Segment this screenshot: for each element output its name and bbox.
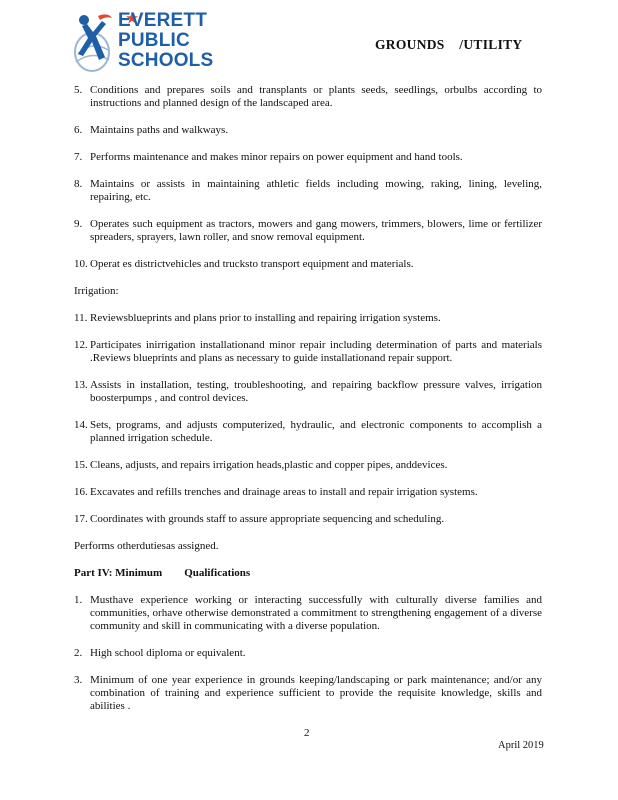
list-item [74, 674, 542, 713]
list-item-text: Musthave experience working or interacting successfully with culturally diverse families and communities, orhave otherwise demonstrated a commitment to strengthening engagement of a diverse community and skill in communicating with a diverse population. [90, 594, 542, 632]
list-item [74, 312, 542, 325]
list-item-text: Cleans, adjusts, and repairs irrigation heads,plastic and copper pipes, anddevices. [90, 459, 448, 471]
duties-list [74, 84, 542, 271]
page-number: 2 [304, 727, 310, 739]
list-item [74, 124, 542, 137]
list-item-text: Performs maintenance and makes minor repairs on power equipment and hand tools. [90, 151, 463, 163]
list-item [74, 486, 542, 499]
irrigation-duties-list [74, 312, 542, 526]
list-item-text: Excavates and refills trenches and drainage areas to install and repair irrigation systems. [90, 486, 478, 498]
list-item-text: High school diploma or equivalent. [90, 647, 246, 659]
list-item-number: 7. [74, 151, 83, 163]
list-item-number: 3. [74, 674, 83, 686]
list-item [74, 84, 542, 110]
list-item [74, 594, 542, 633]
list-item-text: Participates inirrigation installationand minor repair including determination of parts and materials .Reviews blueprints and plans as necessary to guide installationand repair support. [90, 339, 542, 364]
other-duties-line: Performs otherdutiesas assigned. [74, 540, 219, 552]
list-item-text: Conditions and prepares soils and transplants or plants seeds, seedlings, orbulbs according to instructions and planned design of the landscaped area. [90, 84, 542, 109]
list-item-number: 2. [74, 647, 83, 659]
list-item [74, 647, 542, 660]
list-item-number: 12. [74, 339, 88, 351]
page-header-title: GROUNDS /UTILITY [375, 37, 523, 52]
logo-line-everett: EVERETT [118, 10, 208, 31]
list-item-text: Minimum of one year experience in grounds keeping/landscaping or park maintenance; and/or any combination of training and experience sufficient to provide the requisite knowledge, skills and abilities . [90, 674, 542, 712]
list-item-number: 6. [74, 124, 83, 136]
everett-public-schools-logo [72, 10, 242, 78]
list-item-text: Assists in installation, testing, troubleshooting, and repairing backflow pressure valves, irrigation boosterpumps , and control devices. [90, 379, 542, 404]
logo-line-schools: SCHOOLS [118, 50, 214, 71]
list-item [74, 218, 542, 244]
list-item-text: Operates such equipment as tractors, mowers and gang mowers, trimmers, blowers, lime or fertilizer spreaders, sprayers, lawn roller, and snow removal equipment. [90, 218, 542, 243]
list-item-number: 10. [74, 258, 88, 270]
document-body [74, 84, 542, 727]
list-item-text: Maintains or assists in maintaining athletic fields including mowing, raking, lining, leveling, repairing, etc. [90, 178, 542, 203]
list-item [74, 258, 542, 271]
list-item-text: Sets, programs, and adjusts computerized, hydraulic, and electronic components to accomplish a planned irrigation schedule. [90, 419, 542, 444]
list-item [74, 513, 542, 526]
list-item-number: 8. [74, 178, 83, 190]
qualifications-list [74, 594, 542, 713]
list-item-number: 16. [74, 486, 88, 498]
list-item-text: Operat es districtvehicles and trucksto transport equipment and materials. [90, 258, 414, 270]
logo-line-public: PUBLIC [118, 30, 190, 51]
list-item [74, 419, 542, 445]
list-item-number: 13. [74, 379, 88, 391]
part-iv-label: Part IV: Minimum [74, 567, 163, 579]
list-item [74, 459, 542, 472]
footer-date: April 2019 [498, 740, 544, 751]
list-item-number: 15. [74, 459, 88, 471]
list-item [74, 339, 542, 365]
logo-wordmark [102, 11, 213, 71]
list-item [74, 178, 542, 204]
irrigation-label: Irrigation: [74, 285, 119, 297]
list-item-number: 14. [74, 419, 88, 431]
list-item [74, 379, 542, 405]
list-item-number: 11. [74, 312, 88, 324]
list-item-number: 17. [74, 513, 88, 525]
list-item-text: Coordinates with grounds staff to assure appropriate sequencing and scheduling. [90, 513, 445, 525]
part-iv-heading [74, 567, 542, 580]
part-iv-title: Qualifications [184, 567, 251, 579]
list-item-number: 5. [74, 84, 83, 96]
list-item-number: 1. [74, 594, 83, 606]
list-item-number: 9. [74, 218, 83, 230]
list-item-text: Reviewsblueprints and plans prior to installing and repairing irrigation systems. [90, 312, 441, 324]
list-item-text: Maintains paths and walkways. [90, 124, 229, 136]
list-item [74, 151, 542, 164]
